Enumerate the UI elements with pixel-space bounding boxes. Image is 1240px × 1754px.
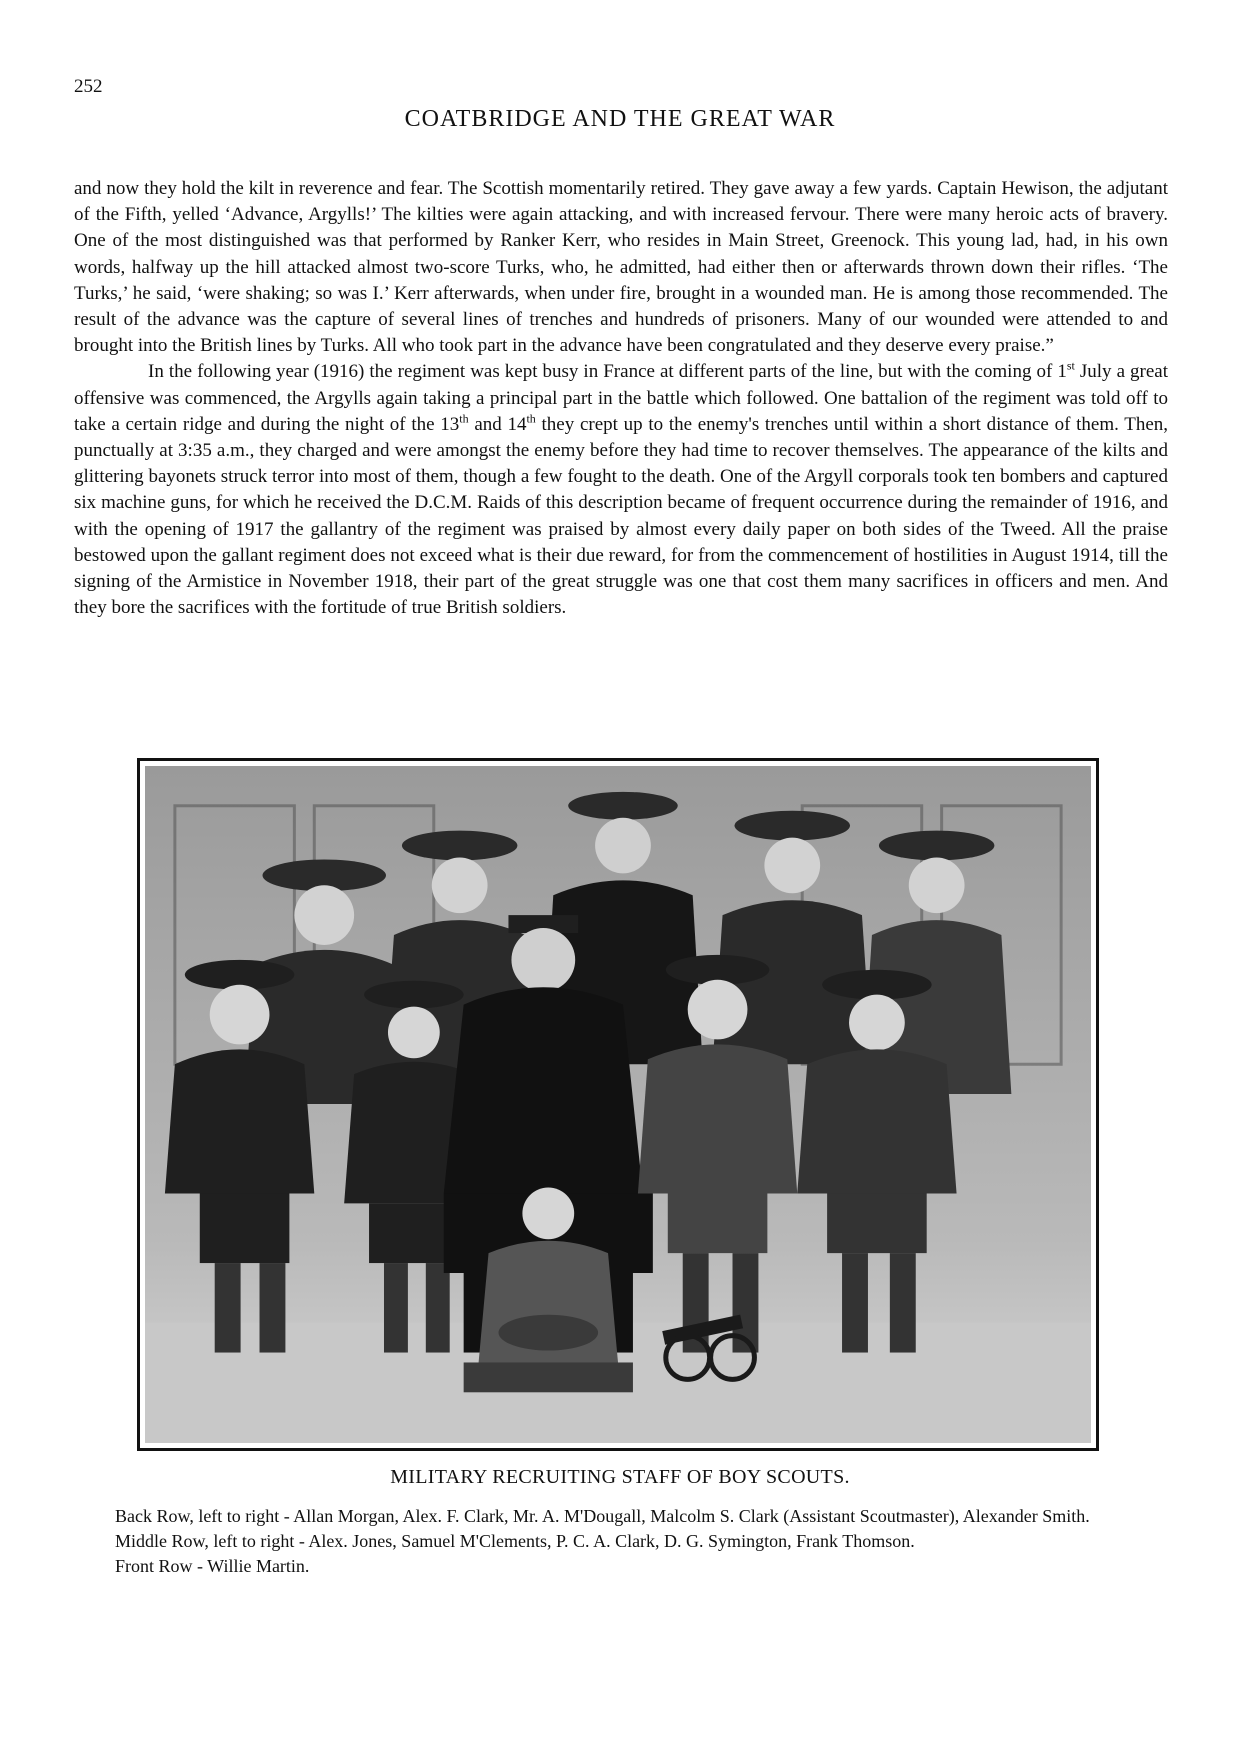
paragraph-2-part-d: they crept up to the enemy's trenches until within a short distance of them. Then, punctually at 3:35 a.m., they charged and were amongst the enemy before they had time to recover themselves. The appearance of the kilts and glittering bayonets struck terror into most of them, though a few fought to the death. One of the Argyll corporals took ten bombers and captured six machine guns, for which he received the D.C.M. Raids of this description became of frequent occurrence during the remainder of 1916, and with the opening of 1917 the gallantry of the regiment was praised by almost every daily paper on both sides of the Tweed. All the praise bestowed upon the gallant regiment does not exceed what is their due reward, for from the commencement of hostilities in August 1914, till the signing of the Armistice in November 1918, their part of the great struggle was one that cost them many sacrifices in officers and men. And they bore the sacrifices with the fortitude of true British soldiers.	[74, 413, 1169, 619]
article-body	[74, 176, 1168, 621]
page-number: 252	[74, 76, 103, 97]
photo-names-list	[115, 1504, 1175, 1579]
ordinal-suffix-2: th	[459, 411, 469, 426]
names-middle-row: Middle Row, left to right - Alex. Jones, Samuel M'Clements, P. C. A. Clark, D. G. Symington, Frank Thomson.	[115, 1531, 915, 1551]
names-back-row: Back Row, left to right - Allan Morgan, Alex. F. Clark, Mr. A. M'Dougall, Malcolm S. Clark (Assistant Scoutmaster), Alexander Smith.	[115, 1506, 1090, 1526]
photo-caption: MILITARY RECRUITING STAFF OF BOY SCOUTS.	[390, 1466, 850, 1488]
ordinal-suffix-3: th	[526, 411, 536, 426]
paragraph-2-part-b: July a great offensive was commenced, the Argylls again taking a principal part in the battle which followed. One battalion of the regiment was told off to take a certain ridge and during the night of the 13	[74, 361, 1169, 435]
paragraph-1: and now they hold the kilt in reverence and fear. The Scottish momentarily retired. They gave away a few yards. Captain Hewison, the adjutant of the Fifth, yelled ‘Advance, Argylls!’ The kilties were again attacking, and with increased fervour. There were many heroic acts of bravery. One of the most distinguished was that performed by Ranker Kerr, who resides in Main Street, Greenock. This young lad, had, in his own words, halfway up the hill attacked almost two-score Turks, who, he admitted, had either then or afterwards thrown down their rifles. ‘The Turks,’ he said, ‘were shaking; so was I.’ Kerr afterwards, when under fire, brought in a wounded man. He is among those recommended. The result of the advance was the capture of several lines of trenches and hundreds of prisoners. Many of our wounded were attended to and brought into the British lines by Turks. All who took part in the advance have been congratulated and they deserve every praise.”	[74, 178, 1168, 357]
paragraph-2	[74, 359, 1168, 621]
paragraph-2-part-c: and 14	[468, 413, 527, 435]
paragraph-2-part-a: In the following year (1916) the regiment was kept busy in France at different parts of the line, but with the coming of 1	[148, 361, 1067, 383]
names-front-row: Front Row - Willie Martin.	[115, 1556, 310, 1576]
group-photograph-image	[145, 766, 1091, 1443]
group-photograph	[137, 758, 1099, 1451]
running-head: COATBRIDGE AND THE GREAT WAR	[404, 106, 836, 132]
ordinal-suffix-1: st	[1066, 359, 1075, 374]
